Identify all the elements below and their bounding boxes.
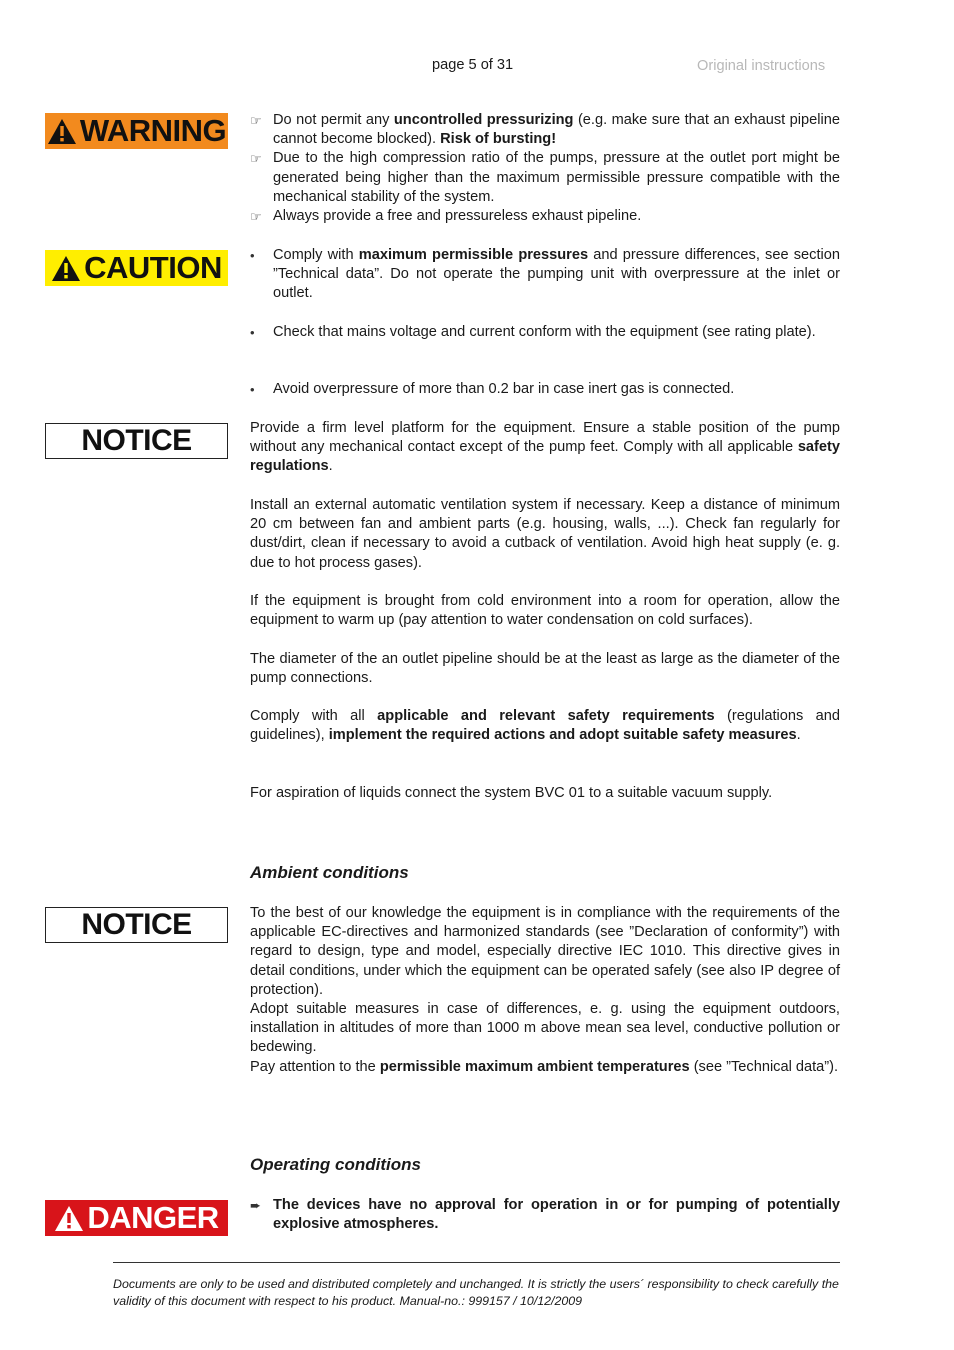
text: Comply with [273,247,359,263]
emphasis: maximum permissible pressures [358,247,589,263]
text: . [328,458,333,475]
section-heading-ambient: Ambient conditions [250,863,409,882]
text: Comply with all [250,708,378,724]
notice-badge: NOTICE [45,423,228,459]
caution-label: CAUTION [84,250,222,286]
ambient-text [250,904,840,1077]
caution-list-3 [250,380,840,399]
text: and pressure differences, see section ”Technical data”. Do not operate the pumping unit with overpressure at the inlet or outlet. [273,247,840,302]
notice-paragraph: Install an external automatic ventilation system if necessary. Keep a distance of minimum 20 cm between fan and ambient parts (e.g. housing, walls, ...). Check fan regularly for dust/dirt, clean if necessary to avoid a cutback of ventilation. Avoid high heat supply (e. g. due to hot process gases). [250,497,840,571]
caution-list-2 [250,323,840,342]
bullet: • [250,325,255,340]
text: Provide a firm level platform for the equipment. Ensure a stable position of the pump without any mechanical contact except of the pump feet. Comply with all applicable [250,420,840,456]
notice-badge: NOTICE [45,907,228,943]
list-item [250,323,840,342]
bullet: • [250,248,255,263]
emphasis: safety regulations [250,439,840,475]
text: Do not permit any [273,112,394,128]
danger-triangle-icon [54,1205,84,1232]
emphasis: The devices have no approval for operation in or for pumping of potentially explosive atmospheres. [273,1197,840,1233]
paragraph: Adopt suitable measures in case of differences, e. g. using the equipment outdoors, installation in altitudes of more than 1000 m above mean sea level, conductive pollution or bedewing. [250,1001,840,1056]
caution-triangle-icon [51,255,81,282]
caution-badge [45,250,228,286]
caution-list [250,246,840,304]
text: (e.g. make sure that an exhaust pipeline cannot become blocked). [273,112,840,148]
arrow-right-icon: ➨ [250,1198,261,1213]
notice-paragraph: For aspiration of liquids connect the system BVC 01 to a suitable vacuum supply. [250,785,773,801]
emphasis: implement the required actions and adopt suitable safety measures [328,727,797,744]
danger-badge [45,1200,228,1236]
warning-list [250,111,840,226]
list-item [250,149,840,207]
bullet: • [250,382,255,397]
danger-list [250,1196,840,1234]
warning-badge [45,113,228,149]
text: . [796,727,801,744]
notice-paragraph: The diameter of the an outlet pipeline should be at the least as large as the diameter of the pump connections. [250,651,840,687]
list-item [250,380,840,399]
emphasis: permissible maximum ambient temperatures [379,1058,690,1075]
list-item [250,246,840,304]
text: (see ”Technical data”). [689,1058,839,1075]
list-item [250,111,840,149]
notice-paragraph: If the equipment is brought from cold environment into a room for operation, allow the equipment to warm up (pay attention to water condensation on cold surfaces). [250,593,840,629]
notice-paragraph [250,707,840,745]
warning-label: WARNING [79,113,227,149]
footer-divider [113,1262,840,1263]
text: Pay attention to the [250,1058,380,1075]
emphasis: applicable and relevant safety requirements [377,708,715,724]
text: Due to the high compression ratio of the pumps, pressure at the outlet port might be generated being higher than the maximum permissible pressure compatible with the mechanical stability of the system. [273,150,840,205]
list-item [250,1196,840,1234]
section-heading-operating: Operating conditions [250,1155,421,1174]
document-label: Original instructions [697,58,826,74]
text: (regulations and guidelines), [250,708,841,744]
list-item [250,207,840,226]
page-number: page 5 of 31 [432,57,514,73]
emphasis: Risk of bursting! [440,131,557,148]
text: Avoid overpressure of more than 0.2 bar in case inert gas is connected. [273,381,735,397]
pointing-hand-icon: ☞ [250,113,262,128]
emphasis: uncontrolled pressurizing [393,112,574,128]
pointing-hand-icon: ☞ [250,151,262,167]
text: Check that mains voltage and current conform with the equipment (see rating plate). [273,324,816,340]
pointing-hand-icon: ☞ [250,209,262,225]
notice-paragraph [250,419,840,477]
text: Always provide a free and pressureless exhaust pipeline. [273,208,642,225]
warning-triangle-icon [47,118,77,145]
danger-label: DANGER [87,1200,219,1236]
paragraph: To the best of our knowledge the equipment is in compliance with the requirements of the applicable EC-directives and harmonized standards (see ”Declaration of conformity”) with regard to design, type and model, especially directive IEC 1010. This directive gives in detail conditions, under which the equipment can be operated safely (see also IP degree of protection). [250,905,840,998]
footer-note: Documents are only to be used and distributed completely and unchanged. It is strictly the users´ responsibility to check carefully the validity of this document with respect to his product. Manual-no.: 999157 / 10/12/2009 [113,1277,839,1308]
